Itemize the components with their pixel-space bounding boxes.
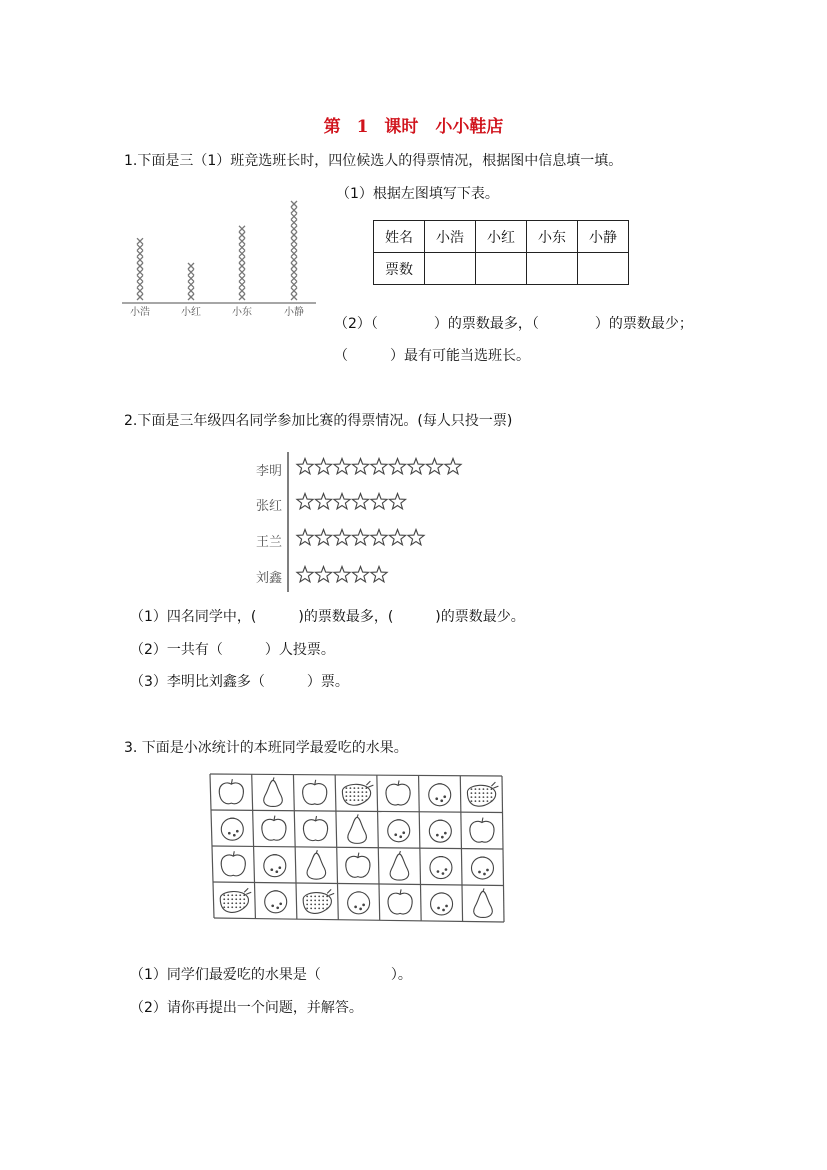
orange-icon [265, 891, 287, 913]
q3-sub1: （1）同学们最爱吃的水果是（ ）。 [130, 967, 412, 983]
apple-icon [221, 851, 245, 876]
q2-sub3: （3）李明比刘鑫多（ ）票。 [130, 674, 349, 690]
star-icon [297, 567, 313, 582]
orange-icon [348, 892, 370, 914]
grid-line [213, 882, 504, 886]
star-icon [297, 459, 313, 474]
q2-name: 王兰 [255, 535, 282, 550]
table-cell: 姓名 [374, 221, 425, 253]
star-row [297, 567, 387, 582]
pear-icon [390, 851, 409, 880]
star-icon [389, 459, 405, 474]
apple-icon [303, 816, 327, 841]
apple-icon [303, 780, 327, 805]
grid-line [212, 846, 503, 849]
orange-icon [429, 820, 451, 842]
orange-icon [264, 855, 286, 877]
q1-sub3: （ ）最有可能当选班长。 [334, 348, 530, 364]
strawberry-icon [342, 781, 373, 805]
orange-icon [471, 857, 493, 879]
q1-sub1: （1）根据左图填写下表。 [336, 186, 499, 202]
x-tick-label: 小红 [181, 307, 201, 318]
star-icon [371, 567, 387, 582]
table-header-row [374, 221, 629, 253]
star-icon [315, 459, 331, 474]
vote-column [239, 226, 245, 300]
answer-cell[interactable] [476, 253, 527, 285]
apple-icon [262, 816, 286, 841]
pear-icon [348, 814, 367, 843]
star-icon [297, 494, 313, 509]
star-icon [352, 530, 368, 545]
star-row [297, 459, 461, 474]
q2-name: 李明 [255, 464, 282, 479]
q1-stem: 1.下面是三（1）班竞选班长时，四位候选人的得票情况，根据图中信息填一填。 [124, 153, 623, 169]
x-tick-label: 小浩 [130, 307, 150, 318]
table-cell: 小浩 [425, 221, 476, 253]
star-icon [371, 530, 387, 545]
q1-pictograph [120, 195, 320, 320]
q2-star-chart [240, 448, 480, 596]
star-icon [352, 494, 368, 509]
vote-column [291, 201, 297, 300]
strawberry-icon [467, 782, 498, 806]
star-icon [352, 459, 368, 474]
star-icon [315, 530, 331, 545]
orange-icon [430, 857, 452, 879]
answer-cell[interactable] [578, 253, 629, 285]
star-icon [297, 530, 313, 545]
star-icon [334, 494, 350, 509]
table-cell: 票数 [374, 253, 425, 285]
strawberry-icon [303, 889, 334, 913]
q3-sub2: （2）请你再提出一个问题，并解答。 [130, 1000, 363, 1016]
q2-stem: 2.下面是三年级四名同学参加比赛的得票情况。(每人只投一票) [124, 413, 513, 429]
q2-name: 刘鑫 [255, 571, 282, 586]
q1-sub2: （2）（ ）的票数最多，（ ）的票数最少； [334, 316, 693, 332]
star-row [297, 494, 406, 509]
q2-sub1: （1）四名同学中，( )的票数最多，( )的票数最少。 [130, 609, 525, 625]
q2-name: 张红 [255, 499, 282, 514]
star-icon [371, 494, 387, 509]
star-icon [389, 494, 405, 509]
star-icon [426, 459, 442, 474]
pear-icon [474, 888, 493, 917]
star-icon [371, 459, 387, 474]
apple-icon [470, 818, 494, 843]
star-icon [408, 459, 424, 474]
star-icon [408, 530, 424, 545]
x-tick-label: 小静 [284, 307, 304, 318]
star-icon [334, 530, 350, 545]
answer-cell[interactable] [527, 253, 578, 285]
vote-column [188, 263, 194, 300]
star-row [297, 530, 424, 545]
apple-icon [388, 889, 412, 914]
orange-icon [431, 893, 453, 915]
apple-icon [386, 780, 410, 805]
strawberry-icon [220, 888, 251, 912]
pear-icon [307, 850, 326, 879]
table-cell: 小静 [578, 221, 629, 253]
orange-icon [221, 818, 243, 840]
apple-icon [346, 853, 370, 878]
star-icon [334, 567, 350, 582]
orange-icon [388, 820, 410, 842]
votes-table [373, 220, 629, 285]
fruit-grid [208, 772, 506, 924]
table-cell: 小红 [476, 221, 527, 253]
q2-sub2: （2）一共有（ ）人投票。 [130, 642, 335, 658]
star-icon [445, 459, 461, 474]
pear-icon [264, 777, 283, 806]
orange-icon [429, 784, 451, 806]
star-icon [352, 567, 368, 582]
vote-column [137, 238, 143, 300]
apple-icon [219, 779, 243, 804]
star-icon [315, 567, 331, 582]
grid-line [210, 774, 502, 776]
star-icon [315, 494, 331, 509]
x-tick-label: 小东 [232, 307, 252, 318]
grid-line [211, 810, 503, 813]
answer-cell[interactable] [425, 253, 476, 285]
table-cell: 小东 [527, 221, 578, 253]
star-icon [389, 530, 405, 545]
grid-line [214, 918, 504, 922]
q3-stem: 3. 下面是小冰统计的本班同学最爱吃的水果。 [124, 740, 408, 756]
star-icon [334, 459, 350, 474]
page-title: 第 1 课时 小小鞋店 [323, 117, 504, 137]
table-row [374, 253, 629, 285]
